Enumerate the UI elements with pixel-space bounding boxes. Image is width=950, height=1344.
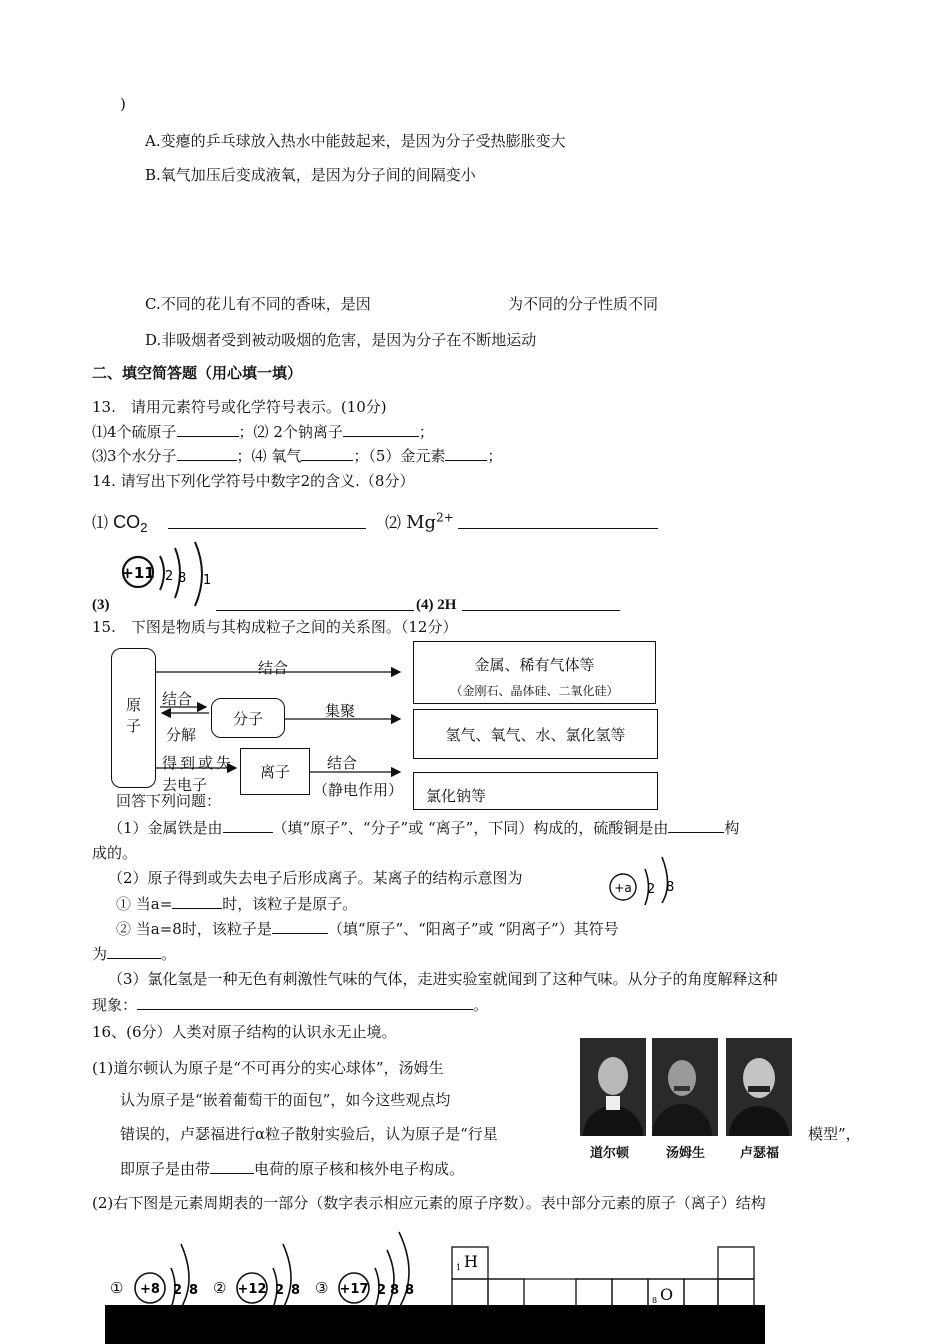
shell-count: 8 <box>390 1283 400 1298</box>
h-symbol: H <box>464 1252 478 1271</box>
q16-p3: 错误的，卢瑟福进行α粒子散射实验后，认为原子是“行星 <box>120 1125 498 1143</box>
q14-i1: ⑴ <box>92 513 109 532</box>
structure-3 <box>315 1232 414 1308</box>
nucleus-label: +17 <box>339 1282 369 1297</box>
gain-lose-label: 得到或失 <box>162 754 235 772</box>
caption-dalton: 道尔顿 <box>590 1146 630 1161</box>
combine-label: 结合 <box>162 690 193 708</box>
q15-s2-2-line2 <box>92 943 176 964</box>
structure-label: ③ <box>315 1279 329 1297</box>
portrait-figure <box>652 1038 718 1136</box>
shell-arc <box>181 1244 189 1308</box>
closing-paren: ) <box>120 95 126 113</box>
q15-s3: （3）氯化氢是一种无色有刺激性气味的气体，走进实验室就闻到了这种气味。从分子的角度解释这种 <box>108 970 778 988</box>
nucleus-label: +8 <box>140 1282 160 1297</box>
shell-count: 8 <box>178 571 187 586</box>
q15-s2-2 <box>116 918 619 939</box>
answer-blank[interactable] <box>272 919 328 934</box>
q16-p1: (1)道尔顿认为原子是“不可再分的实心球体”，汤姆生 <box>92 1059 444 1077</box>
q16-p4 <box>120 1158 464 1179</box>
structure-label: ② <box>213 1279 227 1297</box>
q16-stem: 16、(6分）人类对原子结构的认识永无止境。 <box>92 1023 397 1041</box>
q15-s2-1a: ① 当a= <box>116 895 173 913</box>
shell-count: 2 <box>275 1283 285 1298</box>
portrait-thomson <box>652 1038 718 1136</box>
q15-s2-1 <box>116 893 357 914</box>
portrait-rutherford <box>726 1038 792 1136</box>
shell-count: 1 <box>203 573 212 588</box>
q13-p3: ⑶3个水分子 <box>92 447 177 465</box>
caption-thomson: 汤姆生 <box>666 1146 706 1161</box>
answer-intro: 回答下列问题： <box>116 792 222 810</box>
answer-blank[interactable] <box>137 995 473 1010</box>
shell-count: 2 <box>647 882 656 897</box>
option-c-left: C.不同的花儿有不同的香味，是因 <box>145 295 371 313</box>
answer-blank[interactable] <box>107 944 161 959</box>
bottom-black-bar <box>105 1305 765 1344</box>
structure-2 <box>213 1244 300 1308</box>
nacl-label: 氯化钠等 <box>426 787 487 805</box>
caption-rutherford: 卢瑟福 <box>740 1146 780 1161</box>
combine2-label: 结合 <box>327 754 358 772</box>
shell-count: 8 <box>405 1283 415 1298</box>
decompose-label: 分解 <box>166 726 197 744</box>
q15-s2-1b: 时，该粒子是原子。 <box>222 895 358 913</box>
section-title: 二、填空简答题（用心填一填） <box>92 364 303 382</box>
q15-s3-b: 现象： <box>92 996 138 1014</box>
atomic-structures <box>105 1228 435 1308</box>
q16-p4b: 电荷的原子核和核外电子构成。 <box>254 1160 465 1178</box>
o-number: 8 <box>652 1296 658 1305</box>
ion-label: 离子 <box>259 763 290 781</box>
portrait-dalton <box>580 1038 646 1136</box>
q14-stem: 14. 请写出下列化学符号中数字2的含义.（8分） <box>92 472 415 490</box>
q15-s3-end: 。 <box>473 996 489 1014</box>
q15-s1-d: 成的。 <box>92 844 138 862</box>
nucleus-label: +11 <box>121 564 155 582</box>
shell-count: 8 <box>291 1283 301 1298</box>
q15-s1 <box>108 817 739 838</box>
q15-stem: 15. 下图是物质与其构成粒子之间的关系图。（12分） <box>92 618 458 636</box>
q15-s1-b: （填“原子”、“分子”或 “离子”，下同）构成的，硫酸铜是由 <box>272 819 669 837</box>
q13-p5: ；（5）金元素 <box>353 447 446 465</box>
q13-p1-sep: ；⑵ 2个钠离子 <box>238 423 343 441</box>
nucleus-label: +a <box>614 881 632 895</box>
option-c-right: 为不同的分子性质不同 <box>508 295 659 313</box>
gases-label: 氢气、氧气、水、氯化氢等 <box>445 725 626 744</box>
q15-s2-2c: 为 <box>92 945 108 963</box>
q13-p1-end: ； <box>418 423 434 441</box>
q15-s3-line2 <box>92 994 488 1015</box>
portrait-figure <box>580 1038 646 1136</box>
q13-p5-end: ； <box>487 447 503 465</box>
q16-p3-end: 模型”， <box>808 1125 861 1143</box>
shell-count: 8 <box>666 880 675 895</box>
molecule-label: 分子 <box>232 709 263 728</box>
shell-count: 2 <box>377 1283 387 1298</box>
q16-p2: 认为原子是“嵌着葡萄干的面包”，如今这些观点均 <box>120 1091 451 1109</box>
nucleus-label: +12 <box>237 1282 267 1297</box>
q13-stem: 13. 请用元素符号或化学符号表示。(10分) <box>92 398 387 416</box>
answer-blank[interactable] <box>210 1159 254 1174</box>
option-a: A.变瘪的乒乓球放入热水中能鼓起来，是因为分子受热膨胀变大 <box>145 132 566 150</box>
option-d: D.非吸烟者受到被动吸烟的危害，是因为分子在不断地运动 <box>145 331 537 349</box>
q13-p3-sep: ；⑷ 氧气 <box>236 447 302 465</box>
q13-p1: ⑴4个硫原子 <box>92 423 177 441</box>
q16-p4a: 即原子是由带 <box>120 1160 211 1178</box>
structure-label: ① <box>110 1279 124 1297</box>
metal-label: 金属、稀有气体等 <box>474 656 595 674</box>
q15-s2-2a: ② 当a=8时，该粒子是 <box>116 920 272 938</box>
co2-formula: CO <box>113 512 141 532</box>
combine-top-label: 结合 <box>258 659 289 677</box>
q15-s2-2d: 。 <box>161 945 177 963</box>
metal-sub-label: （金刚石、晶体硅、二氧化硅） <box>450 684 619 698</box>
portrait-figure <box>726 1038 792 1136</box>
q15-s2: （2）原子得到或失去电子后形成离子。某离子的结构示意图为 <box>108 869 523 887</box>
shell-count: 8 <box>189 1283 199 1298</box>
atom-label: 原子 <box>124 697 142 739</box>
ion-structure-diagram <box>605 855 685 905</box>
q14-i2: ⑵ <box>385 513 402 532</box>
gather-label: 集聚 <box>325 702 356 720</box>
electrostatic-label: （静电作用） <box>313 781 404 799</box>
q15-s1-a: （1）金属铁是由 <box>108 819 223 837</box>
q16-p5: (2)右下图是元素周期表的一部分（数字表示相应元素的原子序数）。表中部分元素的原子（离子）结构 <box>92 1194 766 1212</box>
h-number: 1 <box>456 1263 462 1272</box>
cell-he <box>718 1247 754 1279</box>
mg-superscript: 2+ <box>436 510 454 525</box>
q15-s2-2b: （填“原子”、“阳离子”或 “阴离子”）其符号 <box>327 920 619 938</box>
co2-subscript: 2 <box>140 520 148 536</box>
lose-electron-label: 去电子 <box>162 776 208 794</box>
shell-arc <box>283 1244 291 1308</box>
mg-symbol: Mg <box>406 512 437 533</box>
shell-count: 2 <box>173 1283 183 1298</box>
answer-blank[interactable] <box>668 818 724 833</box>
answer-blank[interactable] <box>172 894 222 909</box>
answer-blank[interactable] <box>223 818 273 833</box>
o-symbol: O <box>660 1285 674 1304</box>
q14-i4: (4) 2H <box>416 597 457 613</box>
shell-arc <box>387 1250 394 1308</box>
q15-s1-c: 构 <box>724 819 740 837</box>
q14-i3: (3) <box>92 597 110 613</box>
shell-count: 2 <box>165 569 174 584</box>
structure-1 <box>110 1244 198 1308</box>
option-b: B.氧气加压后变成液氧，是因为分子间的间隔变小 <box>145 166 476 184</box>
